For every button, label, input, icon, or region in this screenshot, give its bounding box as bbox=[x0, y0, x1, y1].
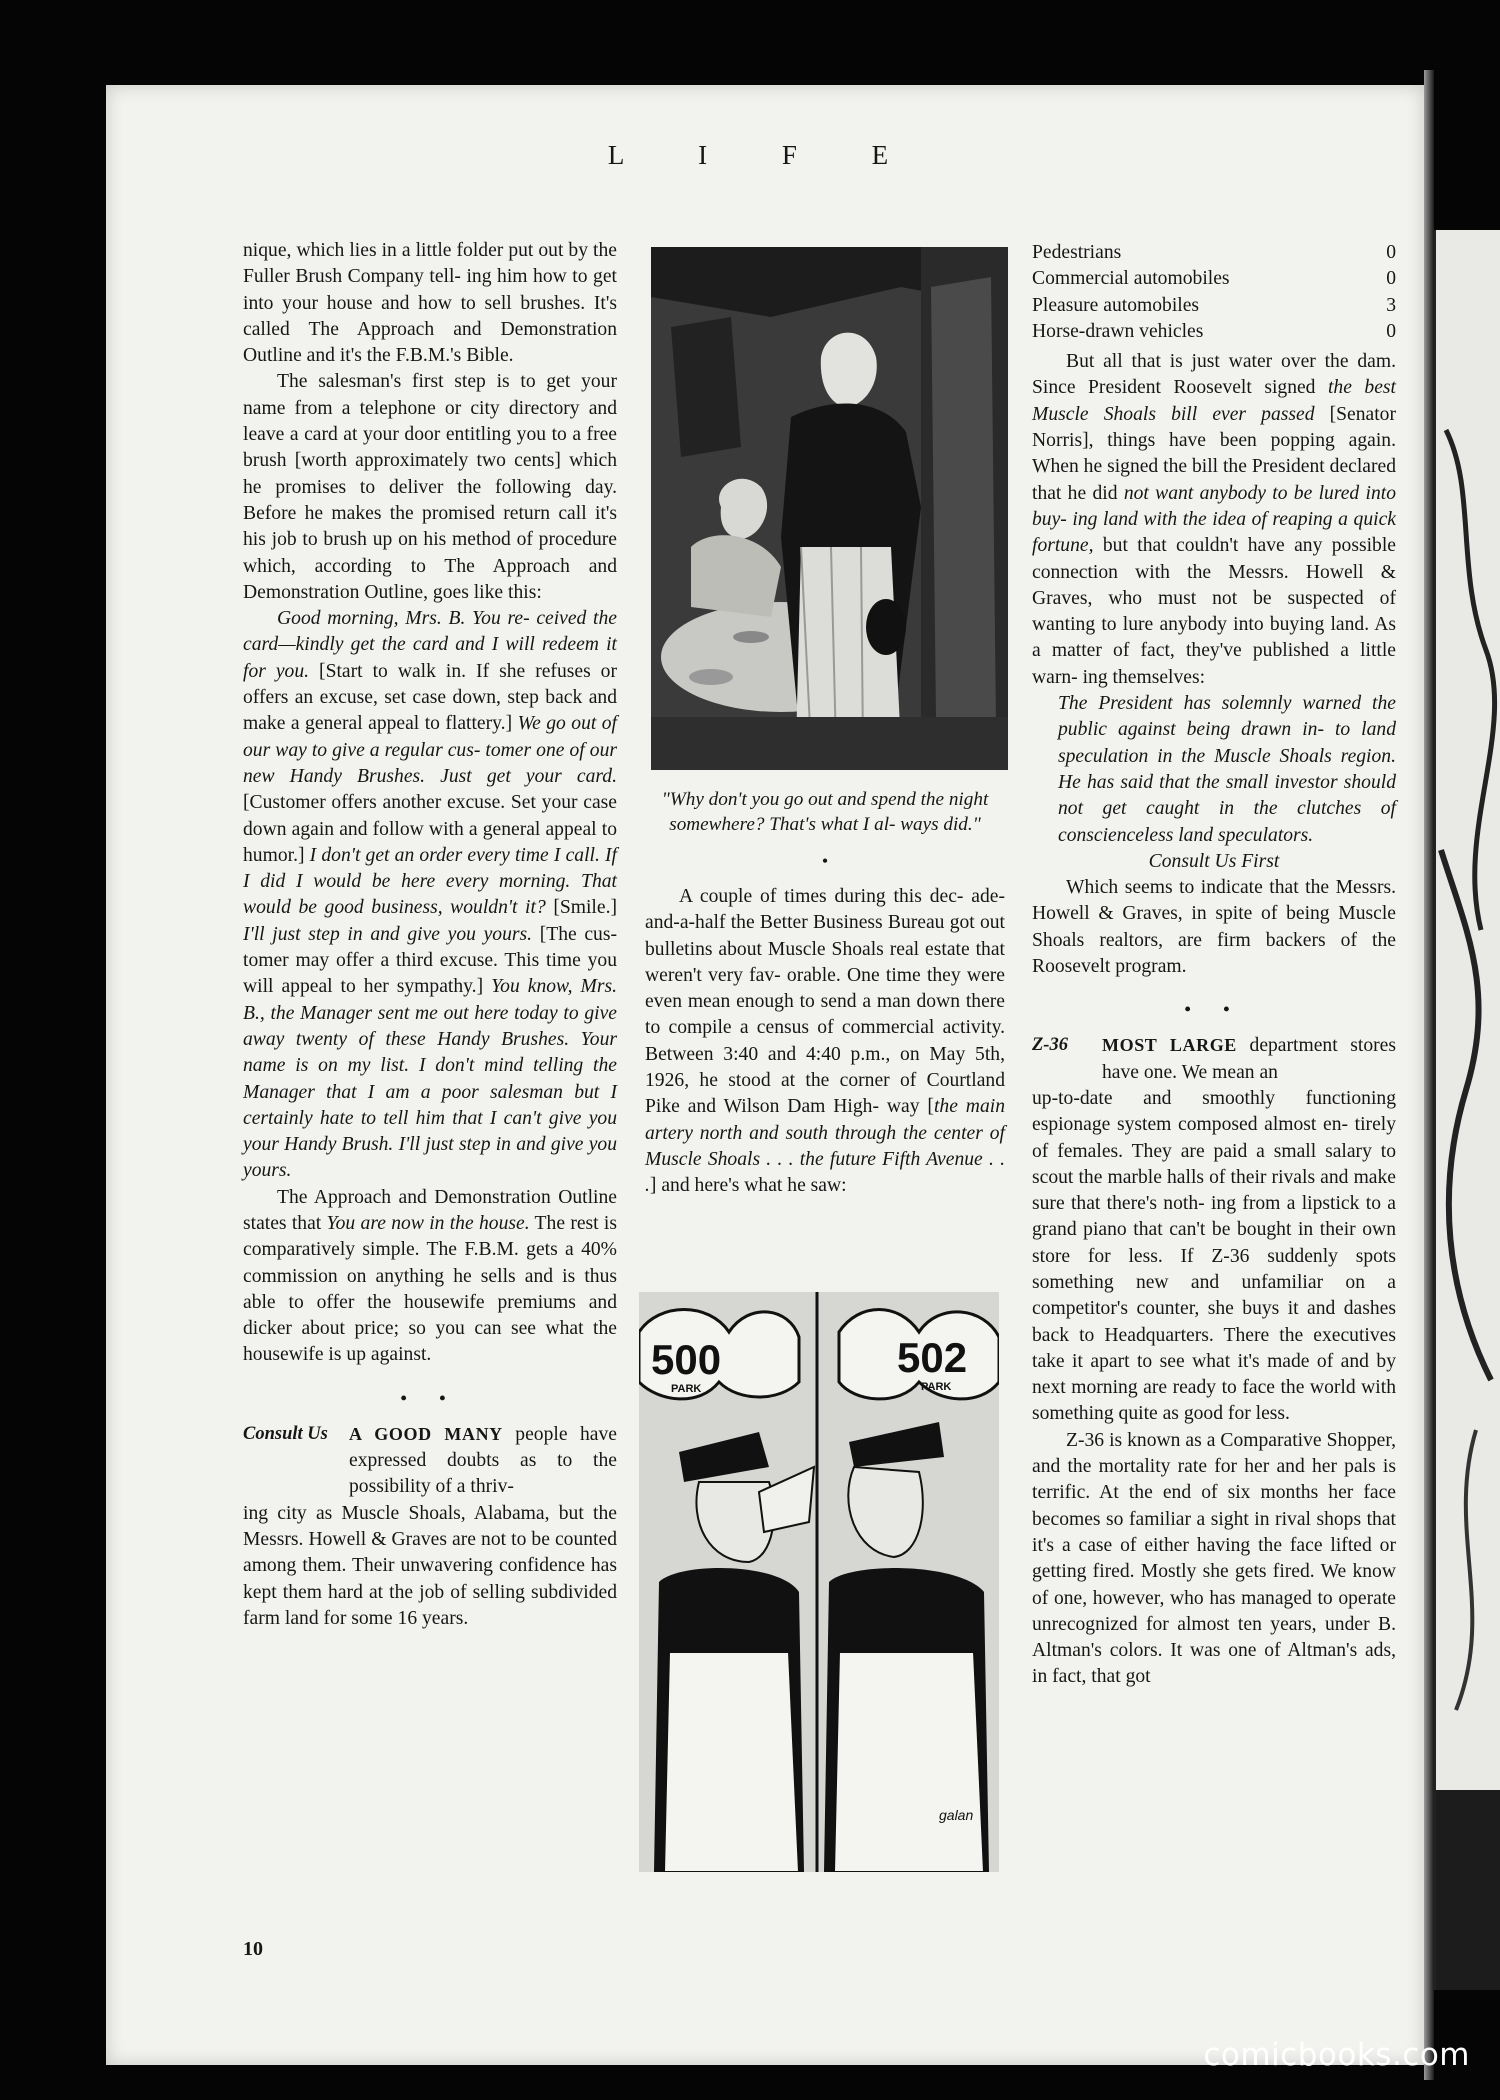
woman-in-kitchen-drawing bbox=[651, 247, 1008, 770]
magazine-masthead: L I F E bbox=[607, 140, 923, 170]
article-column-3 bbox=[1032, 240, 1396, 1691]
table-row: Pleasure automobiles 3 bbox=[1032, 294, 1396, 316]
left-door-number: 500 bbox=[651, 1336, 722, 1383]
paragraph: But all that is just water over the dam. Since President Roosevelt signed the best Muscle Shoals bill ever passed [Senator Norris], things have been popping again. When he signed the bill the President declared that he did not want anybody to be lured into buy- ing land with the idea of reaping a quick fortune, but that couldn't have any possible connection with the Messrs. Howell & Graves, who must not be suspected of wanting to lure anybody into buying land. As a matter of fact, they've published a little warn- ing themselves: bbox=[1032, 351, 1397, 688]
section-divider: • • bbox=[1184, 999, 1244, 1020]
traffic-census-table bbox=[1032, 240, 1396, 345]
paragraph: Which seems to indicate that the Messrs. Howell & Graves, in spite of being Muscle Shoals realtors, are firm backers of the Roosevelt program. bbox=[1032, 877, 1396, 978]
lead-caps: MOST LARGE bbox=[1102, 1035, 1237, 1056]
site-watermark: comicbooks.com bbox=[1203, 2037, 1470, 2073]
table-row: Horse-drawn vehicles 0 bbox=[1032, 320, 1396, 342]
artist-signature: galan bbox=[939, 1807, 974, 1823]
paragraph: nique, which lies in a little folder put out by the Fuller Brush Company tell- ing him how to get into your house and how to sell brushes. It's called The Approach and Demonstration Outline and it's the F.B.M.'s Bible. bbox=[243, 240, 617, 367]
table-row: Commercial automobiles 0 bbox=[1032, 268, 1396, 290]
section-side-label: Z-36 bbox=[1032, 1035, 1068, 1056]
paragraph: The salesman's first step is to get your name from a telephone or city directory and leave a card at your door entitling you to a free brush [worth approximately two cents] which he promises to deliver the following day. Before he makes the promised return call it's his job to brush up on his method of procedure which, according to The Approach and Demonstration Outline, goes like this: bbox=[243, 371, 617, 603]
block-quote: The President has solemnly warned the public against being drawn in- to land speculation in the Muscle Shoals region. He has said that the small investor should not get caught in the clutches of conscienceless land speculators. bbox=[1058, 693, 1396, 846]
table-row: Pedestrians 0 bbox=[1032, 242, 1396, 263]
paragraph: up-to-date and smoothly functioning espionage system composed almost en- tirely of females. They are paid a small salary to scout the marble halls of their rivals and make sure that there's noth- ing from a lipstick to a grand piano that can't be bought in their own store for less. If Z-36 suddenly spots something new and unfamiliar on a competitor's counter, she buys it and dashes back to Headquarters. There the executives take it apart to see what it's made of and by next morning are ready to face the world with something quite as good for less. bbox=[1032, 1087, 1396, 1425]
sub-heading: Consult Us First bbox=[1148, 850, 1280, 872]
right-door-number: 502 bbox=[897, 1334, 968, 1381]
page-gutter bbox=[1424, 70, 1434, 2080]
sales-script-paragraph: Good morning, Mrs. B. You re- ceived the card—kindly get the card and I will redeem it for you. [Start to walk in. If she refuses or offers an excuse, set case down, step back and make a general appeal to flattery.] We go out of our way to give a regular cus- tomer one of our new Handy Brushes. Just get your card. [Customer offers another excuse. Set your case down again and follow with a general appeal to humor.] I don't get an order every time I call. If I did I would be here every morning. That would be good business, wouldn't it? [Smile.] I'll just step in and give you yours. [The cus- tomer may offer a third excuse. This time you will appeal to her sympathy.] You know, Mrs. B., the Manager sent me out here today to give away twenty of these Handy Brushes. Your name is on my list. I don't mind telling the Manager that I am a poor salesman but I certainly hate to tell him that I can't give you your Handy Brush. I'll just step in and give you yours. bbox=[243, 608, 618, 1182]
right-door-street: PARK bbox=[921, 1381, 952, 1393]
section-side-label: Consult Us bbox=[243, 1423, 328, 1444]
article-column-1 bbox=[243, 238, 617, 1632]
section-divider: • • bbox=[400, 1387, 460, 1408]
article-column-2 bbox=[645, 884, 1005, 1200]
next-page-edge bbox=[1434, 230, 1500, 1990]
paragraph: A couple of times during this dec- ade-and-a-half the Better Business Bureau got out bulletins about Muscle Shoals real estate that weren't very fav- orable. One time they were even mean enough to send a man down there to compile a census of commercial activity. Between 3:40 and 4:40 p.m., on May 5th, 1926, he stood at the corner of Courtland Pike and Wilson Dam High- way [the main artery north and south through the center of Muscle Shoals . . . the future Fifth Avenue . . .] and here's what he saw: bbox=[645, 886, 1005, 1197]
paragraph: Z-36 is known as a Comparative Shopper, and the mortality rate for her and her pals is terrific. At the end of six months her face becomes so familiar a sight in rival shops that it's a case of either having the face lifted or getting fired. Mostly she gets fired. We know of one, however, who has managed to operate unrecognized for almost ten years, under B. Altman's colors. It was one of Altman's ads, in fact, that got bbox=[1032, 1429, 1396, 1688]
left-door-street: PARK bbox=[671, 1383, 702, 1395]
lead-caps: A GOOD MANY bbox=[349, 1423, 503, 1444]
section-z36: Z-36 MOST LARGE department stores have one. We mean an bbox=[1032, 1032, 1396, 1086]
paragraph: The Approach and Demonstration Outline states that You are now in the house. The rest is comparatively simple. The F.B.M. gets a 40% commission on anything he sells and is thus able to offer the housewife premiums and dicker about price; so you can see what the housewife is up against. bbox=[243, 1186, 617, 1366]
page-number: 10 bbox=[243, 1938, 263, 1960]
section-consult-us: Consult Us A GOOD MANY people have expressed doubts as to the possibility of a thriv- bbox=[243, 1421, 617, 1501]
doormen-cartoon bbox=[639, 1292, 999, 1872]
paragraph: ing city as Muscle Shoals, Alabama, but the Messrs. Howell & Graves are not to be counted among them. Their unwavering confidence has kept them hard at the job of selling subdivided farm land for some 16 years. bbox=[243, 1502, 617, 1629]
caption-divider: • bbox=[822, 853, 828, 870]
illustration-caption: "Why don't you go out and spend the night somewhere? That's what I al- ways did." bbox=[661, 789, 989, 835]
